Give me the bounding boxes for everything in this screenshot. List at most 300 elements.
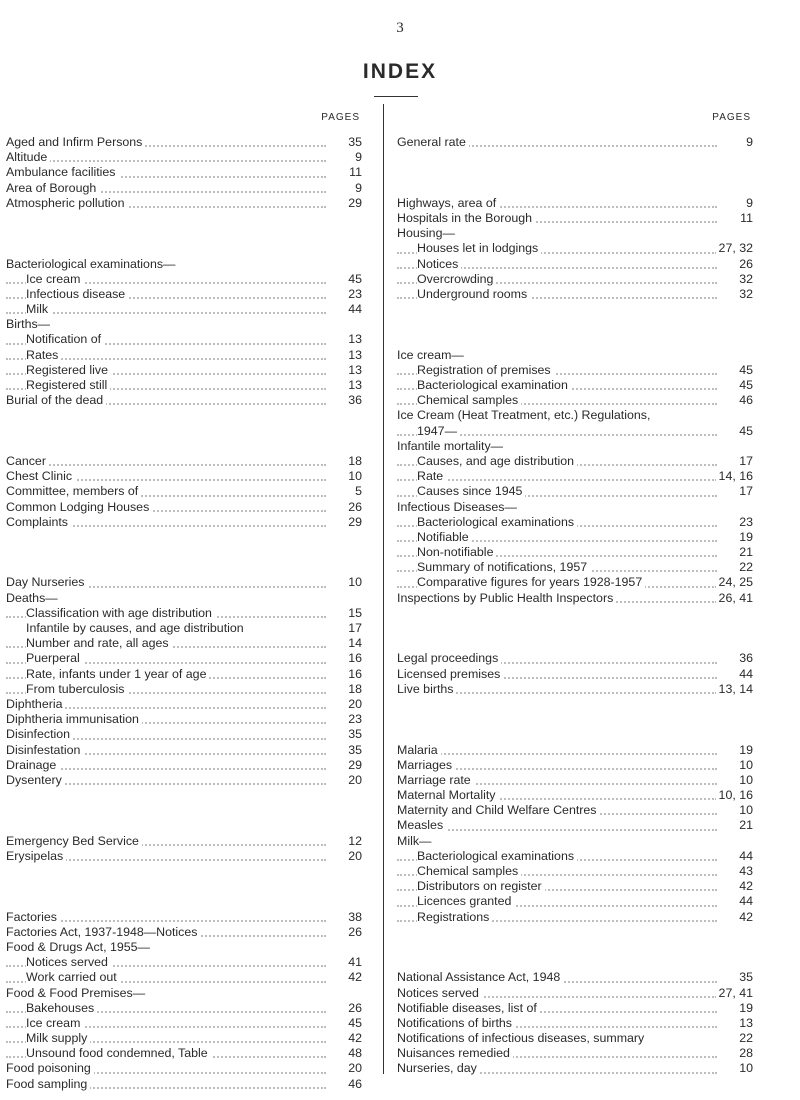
index-entry xyxy=(6,484,362,499)
index-entry xyxy=(6,165,362,180)
entry-label: Ice cream— xyxy=(397,348,467,362)
index-entry xyxy=(6,575,362,590)
entry-label: Milk xyxy=(26,302,51,316)
entry-label: Overcrowding xyxy=(417,272,496,286)
index-entry xyxy=(397,515,753,530)
entry-pages: 24, 25 xyxy=(716,575,753,590)
index-heading xyxy=(6,591,362,606)
entry-label: Highways, area of xyxy=(397,196,499,210)
entry-pages: 19 xyxy=(736,743,753,758)
entry-pages: 23 xyxy=(345,712,362,727)
index-entry xyxy=(397,272,753,287)
entry-label: Milk— xyxy=(397,834,434,848)
entry-label: Marriage rate xyxy=(397,773,474,787)
index-entry xyxy=(6,287,362,302)
spacer xyxy=(397,150,753,165)
spacer xyxy=(6,879,362,894)
entry-label: Food sampling xyxy=(6,1077,90,1091)
entry-pages: 13 xyxy=(345,363,362,378)
entry-pages: 11 xyxy=(346,165,362,180)
entry-label: Chemical samples xyxy=(417,864,521,878)
entry-label: Infantile by causes, and age distribution xyxy=(26,621,247,635)
entry-label: Milk supply xyxy=(26,1031,90,1045)
entry-label: Registered still xyxy=(26,378,110,392)
index-entry xyxy=(6,621,362,636)
entry-pages: 17 xyxy=(345,621,362,636)
entry-label: From tuberculosis xyxy=(26,682,127,696)
entry-label: Bacteriological examination xyxy=(417,378,571,392)
entry-label: Bakehouses xyxy=(26,1001,97,1015)
index-entry xyxy=(397,986,753,1001)
entry-label: Ice cream xyxy=(26,272,83,286)
entry-label: Non-notifiable xyxy=(417,545,496,559)
index-entry xyxy=(397,257,753,272)
entry-pages: 26, 41 xyxy=(716,591,753,606)
index-entry xyxy=(397,363,753,378)
index-entry xyxy=(397,682,753,697)
entry-pages: 17 xyxy=(736,484,753,499)
entry-label: Disinfection xyxy=(6,727,73,741)
entry-label: Chemical samples xyxy=(417,393,521,407)
entry-label: Diphtheria immunisation xyxy=(6,712,142,726)
index-entry xyxy=(397,211,753,226)
column-divider xyxy=(383,104,384,1074)
spacer xyxy=(6,788,362,803)
index-entry xyxy=(6,1077,362,1092)
entry-label: Registrations xyxy=(417,910,492,924)
entry-pages: 45 xyxy=(345,1016,362,1031)
entry-label: Erysipelas xyxy=(6,849,66,863)
entry-pages: 36 xyxy=(345,393,362,408)
spacer xyxy=(397,332,753,347)
entry-label: Housing— xyxy=(397,226,458,240)
spacer xyxy=(6,560,362,575)
entry-pages: 29 xyxy=(345,196,362,211)
entry-pages: 18 xyxy=(345,682,362,697)
index-entry xyxy=(397,743,753,758)
index-entry xyxy=(6,636,362,651)
index-heading xyxy=(397,408,753,423)
spacer xyxy=(6,864,362,879)
page-number: 3 xyxy=(396,20,404,36)
entry-pages: 10 xyxy=(736,1061,753,1076)
entry-label: Committee, members of xyxy=(6,484,141,498)
index-entry xyxy=(6,363,362,378)
entry-label: Ice cream xyxy=(26,1016,83,1030)
entry-label: Emergency Bed Service xyxy=(6,834,142,848)
index-entry xyxy=(6,272,362,287)
index-entry xyxy=(6,181,362,196)
index-entry xyxy=(397,196,753,211)
index-entry xyxy=(6,1001,362,1016)
entry-label: Notifiable diseases, list of xyxy=(397,1001,540,1015)
entry-label: Classification with age distribution xyxy=(26,606,215,620)
index-entry xyxy=(397,788,753,803)
entry-label: Distributors on register xyxy=(417,879,545,893)
entry-pages: 27, 32 xyxy=(716,241,753,256)
entry-label: General rate xyxy=(397,135,469,149)
dot-leader xyxy=(6,312,326,314)
index-heading xyxy=(397,226,753,241)
entry-pages: 32 xyxy=(736,287,753,302)
entry-pages: 44 xyxy=(345,302,362,317)
entry-label: Births— xyxy=(6,317,53,331)
entry-label: Hospitals in the Borough xyxy=(397,211,535,225)
entry-label: Notifications of births xyxy=(397,1016,515,1030)
entry-pages: 16 xyxy=(345,667,362,682)
index-heading xyxy=(6,940,362,955)
entry-pages: 44 xyxy=(736,894,753,909)
entry-pages: 10 xyxy=(345,575,362,590)
index-entry xyxy=(397,241,753,256)
index-entry xyxy=(6,500,362,515)
entry-pages: 20 xyxy=(345,697,362,712)
entry-label: Houses let in lodgings xyxy=(417,241,541,255)
spacer xyxy=(397,181,753,196)
entry-label: Area of Borough xyxy=(6,181,99,195)
entry-label: Licences granted xyxy=(417,894,514,908)
entry-label: Deaths— xyxy=(6,591,61,605)
index-entry xyxy=(6,970,362,985)
entry-label: Notices xyxy=(417,257,461,271)
entry-pages: 41 xyxy=(345,955,362,970)
index-entry xyxy=(397,575,753,590)
entry-pages: 19 xyxy=(736,530,753,545)
entry-pages: 13 xyxy=(345,332,362,347)
entry-pages: 38 xyxy=(345,910,362,925)
entry-pages: 26 xyxy=(736,257,753,272)
entry-label: Food poisoning xyxy=(6,1061,94,1075)
entry-label: Bacteriological examinations xyxy=(417,849,577,863)
entry-pages: 21 xyxy=(736,818,753,833)
index-entry xyxy=(397,560,753,575)
entry-pages: 10 xyxy=(736,803,753,818)
index-entry xyxy=(6,955,362,970)
index-entry xyxy=(6,606,362,621)
entry-pages: 29 xyxy=(345,758,362,773)
entry-label: Disinfestation xyxy=(6,743,83,757)
entry-label: Infectious disease xyxy=(26,287,128,301)
entry-label: Rate xyxy=(417,469,446,483)
entry-label: Ice Cream (Heat Treatment, etc.) Regulations, xyxy=(397,408,653,422)
index-entry xyxy=(397,758,753,773)
index-entry xyxy=(397,864,753,879)
entry-pages: 46 xyxy=(736,393,753,408)
spacer xyxy=(397,925,753,940)
entry-label: Notices served xyxy=(397,986,482,1000)
entry-pages: 16 xyxy=(345,651,362,666)
entry-label: Bacteriological examinations— xyxy=(6,257,178,271)
index-entry xyxy=(6,1061,362,1076)
index-heading xyxy=(397,439,753,454)
entry-label: Nuisances remedied xyxy=(397,1046,513,1060)
entry-label: Ambulance facilities xyxy=(6,165,119,179)
spacer xyxy=(6,439,362,454)
index-heading xyxy=(6,317,362,332)
entry-label: Number and rate, all ages xyxy=(26,636,172,650)
entry-label: 1947— xyxy=(417,424,460,438)
index-entry xyxy=(6,1031,362,1046)
index-entry xyxy=(6,727,362,742)
dot-leader xyxy=(6,464,326,466)
entry-label: Rates xyxy=(26,348,61,362)
index-entry xyxy=(397,469,753,484)
entry-pages: 18 xyxy=(345,454,362,469)
spacer xyxy=(397,621,753,636)
entry-pages: 46 xyxy=(345,1077,362,1092)
entry-pages: 9 xyxy=(743,196,753,211)
page-title: INDEX xyxy=(362,60,438,83)
entry-pages: 10 xyxy=(345,469,362,484)
entry-pages: 10, 16 xyxy=(716,788,753,803)
entry-pages: 35 xyxy=(345,135,362,150)
index-entry xyxy=(6,758,362,773)
index-entry xyxy=(397,287,753,302)
entry-pages: 14, 16 xyxy=(716,469,753,484)
spacer xyxy=(397,302,753,317)
entry-label: Notifications of infectious diseases, summary xyxy=(397,1031,647,1045)
index-entry xyxy=(397,667,753,682)
index-entry xyxy=(397,591,753,606)
spacer xyxy=(6,894,362,909)
dot-leader xyxy=(397,753,717,755)
entry-pages: 36 xyxy=(736,651,753,666)
index-entry xyxy=(397,484,753,499)
index-entry xyxy=(6,834,362,849)
entry-label: Common Lodging Houses xyxy=(6,500,152,514)
index-entry xyxy=(6,135,362,150)
entry-label: Food & Food Premises— xyxy=(6,986,148,1000)
spacer xyxy=(6,424,362,439)
index-entry xyxy=(6,332,362,347)
entry-pages: 5 xyxy=(352,484,362,499)
entry-label: Underground rooms xyxy=(417,287,530,301)
entry-pages: 9 xyxy=(352,150,362,165)
spacer xyxy=(397,712,753,727)
spacer xyxy=(397,955,753,970)
entry-pages: 13 xyxy=(345,378,362,393)
index-entry xyxy=(6,302,362,317)
entry-pages: 28 xyxy=(736,1046,753,1061)
index-entry xyxy=(397,393,753,408)
entry-label: Burial of the dead xyxy=(6,393,106,407)
entry-pages: 12 xyxy=(345,834,362,849)
entry-label: Unsound food condemned, Table xyxy=(26,1046,211,1060)
entry-pages: 35 xyxy=(345,743,362,758)
entry-pages: 45 xyxy=(736,363,753,378)
index-entry xyxy=(6,1016,362,1031)
entry-pages: 20 xyxy=(345,773,362,788)
entry-pages: 10 xyxy=(736,773,753,788)
entry-pages: 44 xyxy=(736,667,753,682)
entry-pages: 10 xyxy=(736,758,753,773)
spacer xyxy=(397,165,753,180)
index-entry xyxy=(397,818,753,833)
index-entry xyxy=(397,970,753,985)
spacer xyxy=(6,530,362,545)
spacer xyxy=(397,317,753,332)
index-entry xyxy=(397,803,753,818)
dot-leader xyxy=(6,160,326,162)
spacer xyxy=(6,211,362,226)
entry-pages: 45 xyxy=(345,272,362,287)
index-entry xyxy=(397,545,753,560)
entry-pages: 26 xyxy=(345,1001,362,1016)
spacer xyxy=(6,226,362,241)
entry-pages: 35 xyxy=(345,727,362,742)
entry-pages: 29 xyxy=(345,515,362,530)
index-heading xyxy=(397,834,753,849)
entry-label: Registration of premises xyxy=(417,363,554,377)
entry-pages: 21 xyxy=(736,545,753,560)
index-entry xyxy=(6,667,362,682)
entry-label: Aged and Infirm Persons xyxy=(6,135,145,149)
entry-pages: 42 xyxy=(345,970,362,985)
entry-label: Rate, infants under 1 year of age xyxy=(26,667,209,681)
index-entry xyxy=(397,1016,753,1031)
entry-label: Altitude xyxy=(6,150,50,164)
index-entry xyxy=(6,925,362,940)
index-entry xyxy=(397,454,753,469)
entry-pages: 11 xyxy=(737,211,753,226)
entry-label: Malaria xyxy=(397,743,441,757)
entry-pages: 9 xyxy=(352,181,362,196)
entry-pages: 27, 41 xyxy=(716,986,753,1001)
title-rule xyxy=(374,96,418,97)
index-entry xyxy=(397,651,753,666)
entry-label: Notification of xyxy=(26,332,104,346)
index-entry xyxy=(397,424,753,439)
entry-pages: 26 xyxy=(345,500,362,515)
entry-label: Factories xyxy=(6,910,60,924)
index-entry xyxy=(6,348,362,363)
entry-label: Notices served xyxy=(26,955,111,969)
index-entry xyxy=(6,1046,362,1061)
entry-label: Atmospheric pollution xyxy=(6,196,127,210)
entry-label: Day Nurseries xyxy=(6,575,88,589)
spacer xyxy=(6,818,362,833)
spacer xyxy=(397,697,753,712)
index-entry xyxy=(6,712,362,727)
entry-pages: 17 xyxy=(736,454,753,469)
entry-pages: 9 xyxy=(743,135,753,150)
index-entry xyxy=(397,135,753,150)
index-entry xyxy=(6,697,362,712)
entry-label: Maternity and Child Welfare Centres xyxy=(397,803,599,817)
entry-label: Dysentery xyxy=(6,773,65,787)
entry-label: Live births xyxy=(397,682,456,696)
entry-label: Bacteriological examinations xyxy=(417,515,577,529)
entry-label: Nurseries, day xyxy=(397,1061,480,1075)
index-entry xyxy=(6,849,362,864)
index-entry xyxy=(397,910,753,925)
index-entry xyxy=(6,773,362,788)
entry-label: Chest Clinic xyxy=(6,469,75,483)
entry-label: Notifiable xyxy=(417,530,472,544)
index-entry xyxy=(397,1046,753,1061)
entry-label: Work carried out xyxy=(26,970,120,984)
entry-label: Legal proceedings xyxy=(397,651,501,665)
entry-label: Infectious Diseases— xyxy=(397,500,520,514)
index-entry xyxy=(397,530,753,545)
index-left-column xyxy=(6,112,362,1092)
index-entry xyxy=(6,454,362,469)
index-entry xyxy=(397,1001,753,1016)
spacer xyxy=(6,408,362,423)
entry-pages: 32 xyxy=(736,272,753,287)
entry-label: Registered live xyxy=(26,363,111,377)
index-entry xyxy=(397,773,753,788)
entry-label: Diphtheria xyxy=(6,697,65,711)
index-entry xyxy=(6,196,362,211)
entry-pages: 45 xyxy=(736,424,753,439)
spacer xyxy=(6,241,362,256)
entry-pages: 19 xyxy=(736,1001,753,1016)
entry-pages: 48 xyxy=(345,1046,362,1061)
pages-heading: PAGES xyxy=(321,112,360,123)
spacer xyxy=(397,727,753,742)
entry-label: Maternal Mortality xyxy=(397,788,498,802)
spacer xyxy=(6,803,362,818)
entry-pages: 14 xyxy=(345,636,362,651)
entry-pages: 23 xyxy=(345,287,362,302)
entry-pages: 42 xyxy=(345,1031,362,1046)
entry-label: Summary of notifications, 1957 xyxy=(417,560,590,574)
entry-label: Marriages xyxy=(397,758,455,772)
index-entry xyxy=(397,879,753,894)
index-heading xyxy=(397,500,753,515)
entry-label: Causes, and age distribution xyxy=(417,454,577,468)
entry-label: Cancer xyxy=(6,454,49,468)
entry-pages: 13 xyxy=(345,348,362,363)
entry-pages: 26 xyxy=(345,925,362,940)
index-entry xyxy=(6,682,362,697)
index-entry xyxy=(6,910,362,925)
index-entry xyxy=(6,743,362,758)
entry-pages: 13 xyxy=(736,1016,753,1031)
entry-pages: 43 xyxy=(736,864,753,879)
index-entry xyxy=(397,378,753,393)
entry-pages: 44 xyxy=(736,849,753,864)
index-entry xyxy=(6,378,362,393)
pages-heading: PAGES xyxy=(712,112,751,123)
index-entry xyxy=(397,894,753,909)
entry-label: National Assistance Act, 1948 xyxy=(397,970,563,984)
entry-label: Puerperal xyxy=(26,651,83,665)
entry-label: Factories Act, 1937-1948—Notices xyxy=(6,925,200,939)
entry-pages: 35 xyxy=(736,970,753,985)
spacer xyxy=(397,606,753,621)
entry-label: Food & Drugs Act, 1955— xyxy=(6,940,153,954)
entry-label: Causes since 1945 xyxy=(417,484,525,498)
index-right-column xyxy=(397,112,753,1077)
entry-pages: 13, 14 xyxy=(716,682,753,697)
entry-pages: 22 xyxy=(736,1031,753,1046)
entry-label: Infantile mortality— xyxy=(397,439,506,453)
entry-label: Comparative figures for years 1928-1957 xyxy=(417,575,645,589)
index-entry xyxy=(6,150,362,165)
entry-label: Inspections by Public Health Inspectors xyxy=(397,591,616,605)
index-entry xyxy=(397,849,753,864)
index-heading xyxy=(6,257,362,272)
index-entry xyxy=(6,651,362,666)
index-entry xyxy=(6,393,362,408)
index-heading xyxy=(397,348,753,363)
entry-label: Drainage xyxy=(6,758,59,772)
spacer xyxy=(397,636,753,651)
spacer xyxy=(397,940,753,955)
entry-pages: 45 xyxy=(736,378,753,393)
